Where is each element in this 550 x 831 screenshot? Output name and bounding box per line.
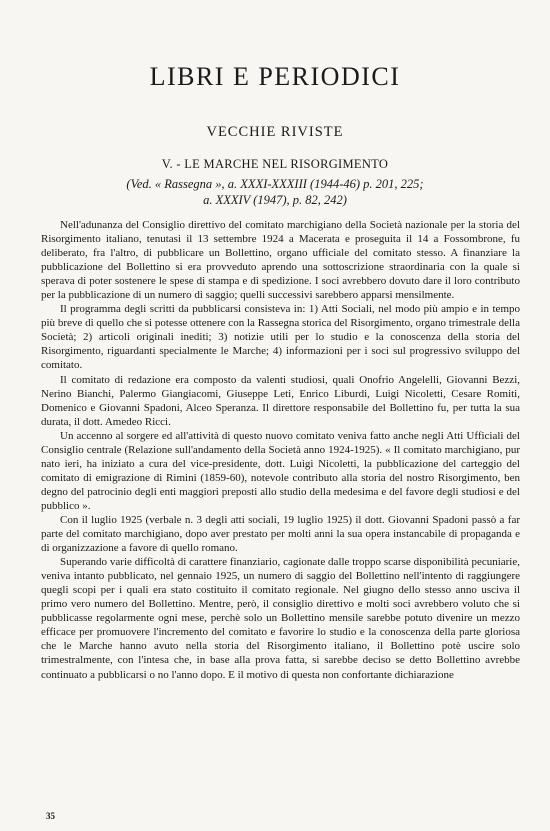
paragraph-4: Un accenno al sorgere ed all'attività di questo nuovo comitato veniva fatto anche negli Atti Ufficiali del Consiglio centrale (Relazione sull'andamento della Società anno 1924-1925). « Il comitato marchigiano, pur nato ieri, ha iniziato a cura del vice-presidente, dott. Luigi Nicoletti, la pubblicazione del carteggio del comitato di emigrazione di Rimini (1859-60), notevole contributo alla storia del nostro Risorgimento, ben degno del patrocinio degli enti maggiori preposti allo studio della medesima e del favore degli studiosi e del pubblico ».	[41, 429, 520, 512]
paragraph-3: Il comitato di redazione era composto da valenti studiosi, quali Onofrio Angelelli, Giovanni Bezzi, Nerino Bianchi, Palermo Giangiacomi, Giuseppe Leti, Enrico Liburdi, Luigi Nicoletti, Cesare Romiti, Domenico e Giovanni Spadoni, Alceo Speranza. Il direttore responsabile del Bollettino fu, per tutta la sua durata, il dott. Amedeo Ricci.	[41, 373, 520, 428]
article-title: V. - LE MARCHE NEL RISORGIMENTO	[161, 157, 389, 171]
paragraph-2: Il programma degli scritti da pubblicarsi consisteva in: 1) Atti Sociali, nel modo più ampio e in tempo più breve di quello che si potesse ottenere con la Rassegna storica del Risorgimento, organo trimestrale della Società; 2) articoli originali inediti; 3) notizie utili per lo studio e la conoscenza della storia del Risorgimento, riguardanti specialmente le Marche; 4) informazioni per i soci sul progressivo sviluppo del comitato.	[41, 303, 520, 372]
references	[0, 176, 550, 208]
references-line-1: (Ved. « Rassegna », a. XXXI-XXXIII (1944-46) p. 201, 225;	[126, 177, 424, 191]
page-number: 35	[46, 811, 55, 821]
paragraph-6: Superando varie difficoltà di carattere finanziario, cagionate dalle troppo scarse disponibilità pecuniarie, veniva intanto pubblicato, nel gennaio 1925, un numero di saggio del Bollettino nell'intento di raggiungere quegli scopi per i quali era stato costituito il comitato regionale. Nel giugno dello stesso anno usciva il primo vero numero del Bollettino. Mentre, però, il consiglio direttivo e molti soci avrebbero voluto che si pubblicasse regolarmente ogni mese, perchè solo un Bollettino mensile sarebbe potuto divenire un mezzo efficace per promuovere l'incremento del comitato e favorire lo studio e la conoscenza della parte gloriosa che le Marche hanno avuto nella storia del Risorgimento italiano, il Bollettino potè uscire solo trimestralmente, con l'intesa che, in base alla prova fatta, si sarebbe deciso se detto Bollettino avrebbe continuato a pubblicarsi o no l'anno dopo. E il motivo di questa non confortante dichiarazione	[41, 556, 520, 681]
section-title: VECCHIE RIVISTE	[206, 124, 344, 140]
page-header: LIBRI E PERIODICI	[149, 62, 401, 91]
paragraph-5: Con il luglio 1925 (verbale n. 3 degli atti sociali, 19 luglio 1925) il dott. Giovanni Spadoni passò a far parte del comitato marchigiano, dopo aver prestato per molti anni la sua opera instancabile di propaganda e di organizzazione a favore di quello romano.	[41, 513, 520, 555]
references-line-2: a. XXXIV (1947), p. 82, 242)	[203, 193, 347, 207]
paragraph-1: Nell'adunanza del Consiglio direttivo del comitato marchigiano della Società nazionale per la storia del Risorgimento italiano, tenutasi il 13 settembre 1924 a Macerata e proseguita il 14 a Fossombrone, fu deliberato, fra l'altro, di pubblicare un Bollettino, organo ufficiale del comitato stesso. A finanziare la pubblicazione del Bollettino si era provveduto aprendo una sottoscrizione straordinaria con la quale si sperava di poter sostenere le spese di stampa e di spedizione. I soci avrebbero dovuto dare il loro contributo per la pubblicazione di un numero di saggio; quelli successivi sarebbero apparsi mensilmente.	[41, 219, 520, 302]
article-body	[41, 218, 520, 682]
